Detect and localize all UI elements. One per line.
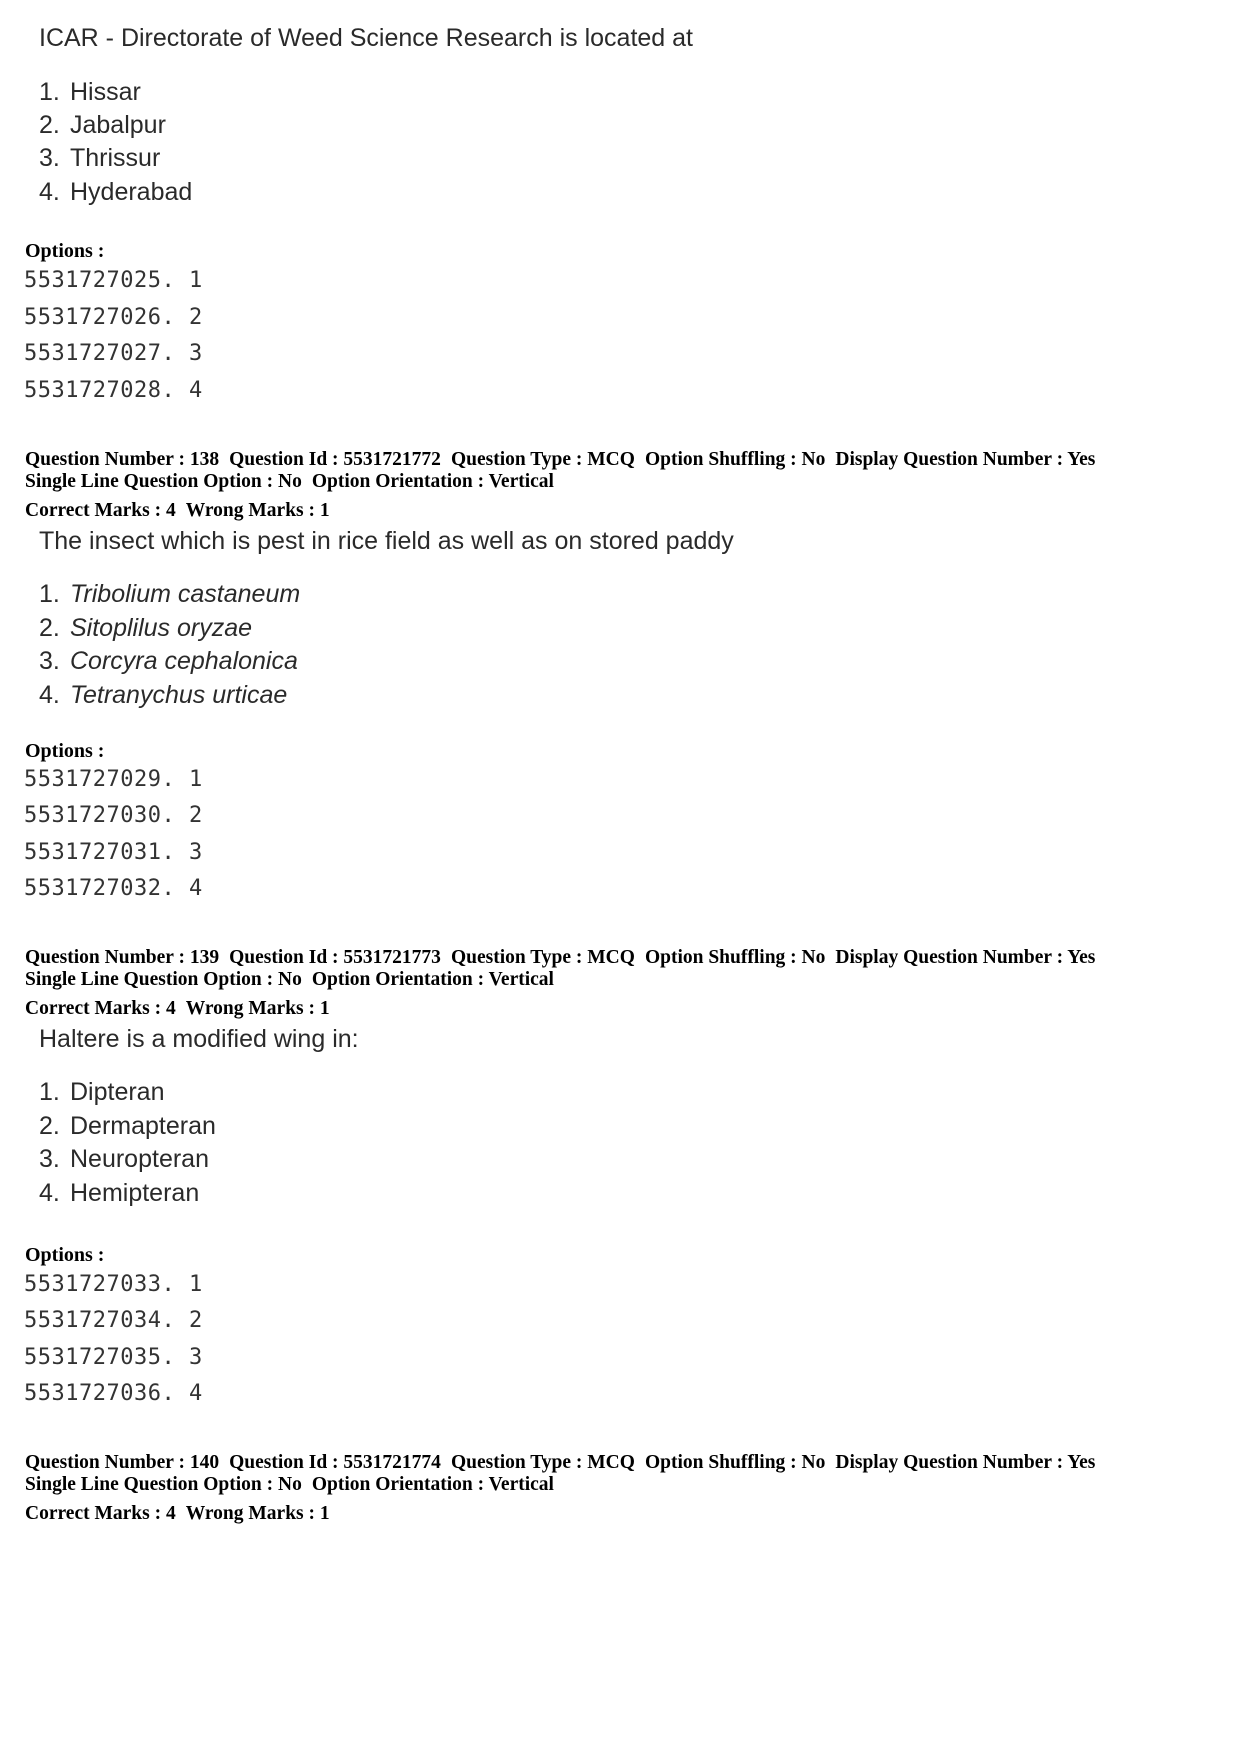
choice-text: Corcyra cephalonica <box>70 647 298 675</box>
correct-marks: Correct Marks : 4 <box>25 1503 176 1524</box>
display-question-number: Display Question Number : Yes <box>835 947 1096 968</box>
question-id: Question Id : 5531721772 <box>229 449 441 470</box>
question-137-choice-4 <box>39 178 192 207</box>
display-question-number: Display Question Number : Yes <box>835 449 1096 470</box>
choice-number: 3. <box>39 144 60 172</box>
option-id-4: 5531727036. 4 <box>24 1381 203 1406</box>
question-number: Question Number : 139 <box>25 947 220 968</box>
question-138-meta-line-3 <box>25 500 340 522</box>
option-shuffling: Option Shuffling : No <box>644 449 826 470</box>
wrong-marks: Wrong Marks : 1 <box>185 500 330 521</box>
option-orientation: Option Orientation : Vertical <box>311 969 554 990</box>
choice-number: 2. <box>39 614 60 642</box>
choice-text: Neuropteran <box>70 1145 209 1173</box>
display-question-number: Display Question Number : Yes <box>835 1452 1096 1473</box>
option-id-4: 5531727032. 4 <box>24 876 203 901</box>
question-137-choice-3 <box>39 144 160 173</box>
question-type: Question Type : MCQ <box>450 449 635 470</box>
option-id-3: 5531727035. 3 <box>24 1345 203 1370</box>
question-type: Question Type : MCQ <box>450 947 635 968</box>
wrong-marks: Wrong Marks : 1 <box>185 1503 330 1524</box>
correct-marks: Correct Marks : 4 <box>25 500 176 521</box>
single-line-question-option: Single Line Question Option : No <box>25 1474 302 1495</box>
question-139-meta-line-1 <box>25 947 1105 969</box>
option-id-1: 5531727025. 1 <box>24 268 203 293</box>
choice-text: Sitoplilus oryzae <box>70 614 253 642</box>
question-138-choice-3 <box>39 647 298 676</box>
options-label: Options : <box>25 1244 105 1266</box>
choice-text: Tetranychus urticae <box>70 681 288 709</box>
choice-text: Hissar <box>70 78 141 106</box>
option-id-2: 5531727034. 2 <box>24 1308 203 1333</box>
question-138-meta-line-2 <box>25 471 564 493</box>
question-139-choice-4 <box>39 1179 199 1208</box>
question-139-text: Haltere is a modified wing in: <box>39 1025 359 1053</box>
question-140-meta-line-1 <box>25 1452 1105 1474</box>
choice-text: Dermapteran <box>70 1112 216 1140</box>
question-137-text: ICAR - Directorate of Weed Science Research is located at <box>39 24 693 52</box>
question-140-meta-line-2 <box>25 1474 564 1496</box>
option-shuffling: Option Shuffling : No <box>644 947 826 968</box>
question-139-choice-3 <box>39 1145 209 1174</box>
wrong-marks: Wrong Marks : 1 <box>185 998 330 1019</box>
option-shuffling: Option Shuffling : No <box>644 1452 826 1473</box>
option-id-3: 5531727027. 3 <box>24 341 203 366</box>
choice-number: 2. <box>39 1112 60 1140</box>
choice-text: Jabalpur <box>70 111 166 139</box>
option-id-2: 5531727030. 2 <box>24 803 203 828</box>
single-line-question-option: Single Line Question Option : No <box>25 471 302 492</box>
choice-text: Hemipteran <box>70 1179 200 1207</box>
choice-number: 1. <box>39 78 60 106</box>
choice-number: 4. <box>39 681 60 709</box>
option-id-3: 5531727031. 3 <box>24 840 203 865</box>
question-139-choice-2 <box>39 1112 216 1141</box>
question-138-choice-2 <box>39 614 252 643</box>
question-number: Question Number : 140 <box>25 1452 220 1473</box>
choice-number: 3. <box>39 1145 60 1173</box>
options-label: Options : <box>25 240 105 262</box>
question-138-text: The insect which is pest in rice field as well as on stored paddy <box>39 527 734 555</box>
options-label: Options : <box>25 740 105 762</box>
question-id: Question Id : 5531721774 <box>229 1452 441 1473</box>
choice-text: Hyderabad <box>70 178 193 206</box>
choice-number: 2. <box>39 111 60 139</box>
option-orientation: Option Orientation : Vertical <box>311 1474 554 1495</box>
question-138-choice-4 <box>39 681 287 710</box>
question-138-meta-line-1 <box>25 449 1105 471</box>
choice-number: 1. <box>39 580 60 608</box>
question-139-meta-line-2 <box>25 969 564 991</box>
choice-number: 3. <box>39 647 60 675</box>
question-140-meta-line-3 <box>25 1503 340 1525</box>
question-139-meta-line-3 <box>25 998 340 1020</box>
option-orientation: Option Orientation : Vertical <box>311 471 554 492</box>
option-id-1: 5531727029. 1 <box>24 767 203 792</box>
choice-text: Tribolium castaneum <box>70 580 301 608</box>
question-137-choice-1 <box>39 78 141 107</box>
choice-text: Thrissur <box>70 144 161 172</box>
question-id: Question Id : 5531721773 <box>229 947 441 968</box>
option-id-4: 5531727028. 4 <box>24 378 203 403</box>
option-id-1: 5531727033. 1 <box>24 1272 203 1297</box>
question-number: Question Number : 138 <box>25 449 220 470</box>
choice-number: 4. <box>39 178 60 206</box>
option-id-2: 5531727026. 2 <box>24 305 203 330</box>
choice-number: 4. <box>39 1179 60 1207</box>
question-139-choice-1 <box>39 1078 165 1107</box>
choice-number: 1. <box>39 1078 60 1106</box>
question-137-choice-2 <box>39 111 166 140</box>
single-line-question-option: Single Line Question Option : No <box>25 969 302 990</box>
correct-marks: Correct Marks : 4 <box>25 998 176 1019</box>
question-type: Question Type : MCQ <box>450 1452 635 1473</box>
choice-text: Dipteran <box>70 1078 165 1106</box>
question-138-choice-1 <box>39 580 300 609</box>
